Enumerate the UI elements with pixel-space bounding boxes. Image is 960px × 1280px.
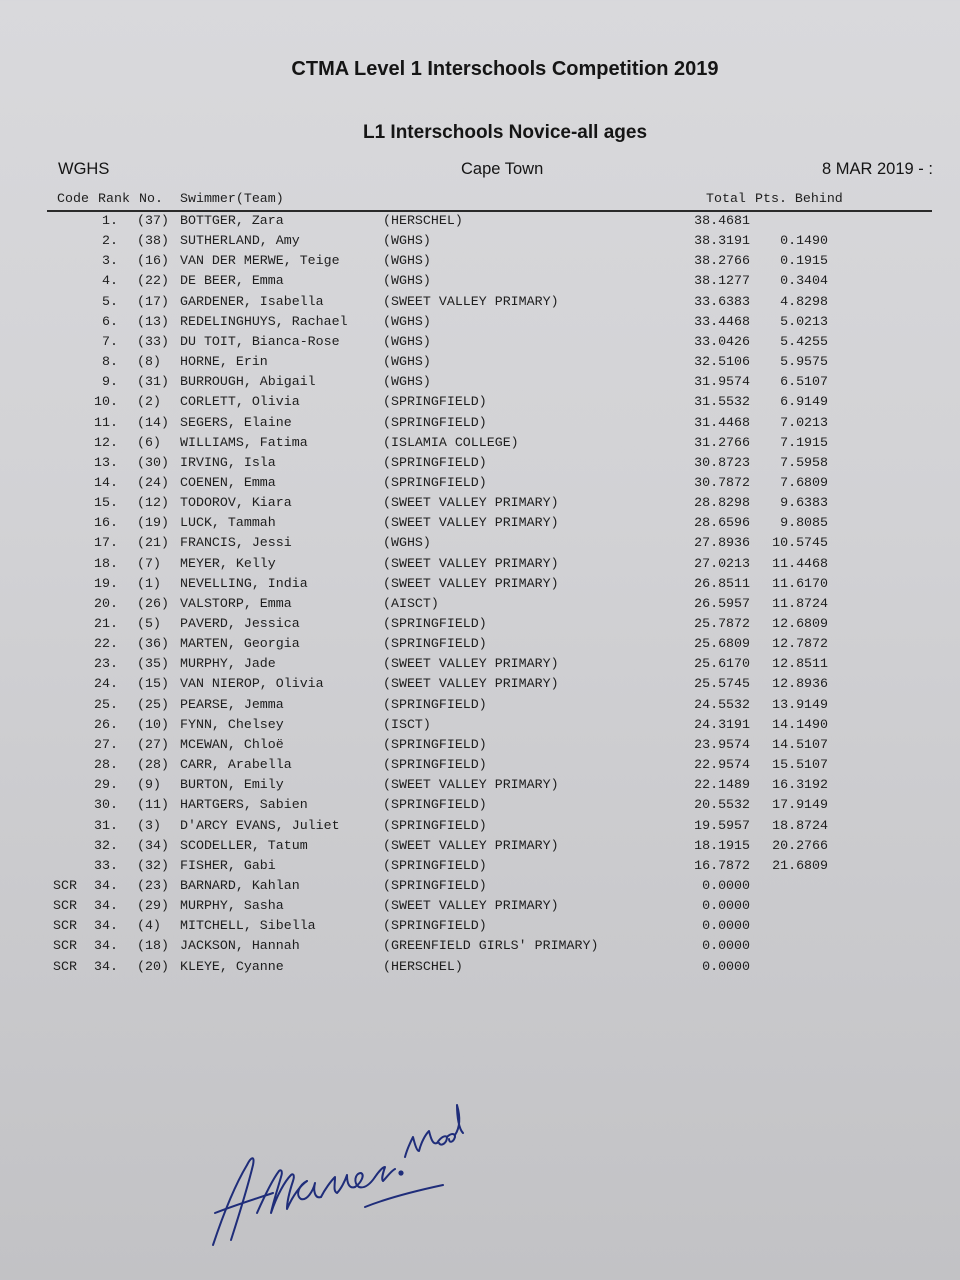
row-swimmer-name: IRVING, Isla (180, 454, 276, 470)
row-total: 24.5532 (694, 696, 750, 712)
row-total: 33.6383 (694, 293, 750, 309)
row-number: (16) (137, 253, 169, 269)
row-rank: 7. (102, 333, 118, 349)
row-swimmer-name: CORLETT, Olivia (180, 394, 300, 410)
row-swimmer-name: WILLIAMS, Fatima (180, 434, 308, 450)
table-row (0, 334, 960, 354)
table-row (0, 294, 960, 314)
row-total: 33.4468 (694, 313, 750, 329)
row-team: (SPRINGFIELD) (383, 797, 487, 813)
table-row (0, 656, 960, 676)
row-rank: 4. (102, 273, 118, 289)
row-team: (GREENFIELD GIRLS' PRIMARY) (383, 938, 599, 954)
row-total: 30.8723 (694, 454, 750, 470)
row-swimmer-name: MCEWAN, Chloë (180, 736, 284, 752)
row-rank: 29. (94, 777, 118, 793)
row-swimmer-name: MURPHY, Sasha (180, 898, 284, 914)
row-swimmer-name: PEARSE, Jemma (180, 696, 284, 712)
row-rank: 9. (102, 374, 118, 390)
row-total: 38.1277 (694, 273, 750, 289)
row-pts-behind: 12.6809 (772, 616, 828, 631)
row-team: (SPRINGFIELD) (383, 817, 487, 833)
row-number: (12) (137, 495, 169, 511)
row-number: (9) (137, 777, 161, 793)
row-rank: 5. (102, 293, 118, 309)
row-rank: 10. (94, 394, 118, 410)
row-pts-behind: 0.3404 (780, 273, 828, 289)
row-rank: 34. (94, 898, 118, 914)
row-swimmer-name: HARTGERS, Sabien (180, 797, 308, 813)
row-code: SCR (53, 877, 77, 893)
row-pts-behind: 5.0213 (780, 313, 828, 329)
row-team: (ISLAMIA COLLEGE) (383, 434, 519, 450)
row-rank: 25. (94, 696, 118, 712)
row-number: (3) (137, 817, 161, 833)
header-team: WGHS (58, 160, 110, 178)
row-team: (WGHS) (383, 313, 431, 329)
row-total: 25.6170 (694, 656, 750, 672)
row-number: (5) (137, 616, 161, 631)
table-row (0, 495, 960, 515)
row-team: (WGHS) (383, 374, 431, 390)
table-row (0, 233, 960, 253)
row-total: 38.3191 (694, 233, 750, 249)
table-row (0, 415, 960, 435)
row-total: 31.5532 (694, 394, 750, 410)
signature (195, 1095, 465, 1260)
row-rank: 16. (94, 515, 118, 531)
row-total: 31.4468 (694, 414, 750, 430)
row-team: (WGHS) (383, 354, 431, 370)
row-team: (SWEET VALLEY PRIMARY) (383, 837, 559, 853)
row-swimmer-name: PAVERD, Jessica (180, 616, 300, 631)
table-row (0, 777, 960, 797)
row-swimmer-name: MEYER, Kelly (180, 555, 276, 571)
row-pts-behind: 0.1490 (780, 233, 828, 249)
row-total: 23.9574 (694, 736, 750, 752)
row-team: (SPRINGFIELD) (383, 414, 487, 430)
row-pts-behind: 9.6383 (780, 495, 828, 511)
row-pts-behind: 4.8298 (780, 293, 828, 309)
table-row (0, 213, 960, 233)
row-number: (35) (137, 656, 169, 672)
row-rank: 24. (94, 676, 118, 692)
row-team: (WGHS) (383, 273, 431, 289)
row-pts-behind: 12.8511 (772, 656, 828, 672)
row-number: (19) (137, 515, 169, 531)
row-number: (11) (137, 797, 169, 813)
row-number: (18) (137, 938, 169, 954)
header-divider (47, 210, 932, 212)
row-total: 0.0000 (702, 877, 750, 893)
row-total: 38.4681 (694, 213, 750, 228)
row-code: SCR (53, 918, 77, 934)
row-swimmer-name: GARDENER, Isabella (180, 293, 324, 309)
row-team: (SPRINGFIELD) (383, 696, 487, 712)
row-rank: 34. (94, 918, 118, 934)
row-pts-behind: 11.4468 (772, 555, 828, 571)
column-header-rank: Rank (98, 191, 130, 206)
row-total: 31.2766 (694, 434, 750, 450)
row-swimmer-name: DE BEER, Emma (180, 273, 284, 289)
row-team: (SWEET VALLEY PRIMARY) (383, 495, 559, 511)
row-number: (6) (137, 434, 161, 450)
row-total: 28.6596 (694, 515, 750, 531)
row-number: (10) (137, 716, 169, 732)
column-header-pts-behind: Pts. Behind (755, 191, 843, 206)
row-team: (WGHS) (383, 333, 431, 349)
row-rank: 22. (94, 636, 118, 652)
row-rank: 14. (94, 474, 118, 490)
row-pts-behind: 13.9149 (772, 696, 828, 712)
row-pts-behind: 14.5107 (772, 736, 828, 752)
row-swimmer-name: BURTON, Emily (180, 777, 284, 793)
row-total: 20.5532 (694, 797, 750, 813)
row-number: (23) (137, 877, 169, 893)
table-row (0, 455, 960, 475)
table-row (0, 515, 960, 535)
row-team: (SWEET VALLEY PRIMARY) (383, 676, 559, 692)
row-total: 0.0000 (702, 958, 750, 974)
row-code: SCR (53, 958, 77, 974)
row-swimmer-name: KLEYE, Cyanne (180, 958, 284, 974)
row-code: SCR (53, 898, 77, 914)
row-swimmer-name: FISHER, Gabi (180, 857, 276, 873)
table-row (0, 576, 960, 596)
row-pts-behind: 20.2766 (772, 837, 828, 853)
row-rank: 28. (94, 757, 118, 773)
row-pts-behind: 7.5958 (780, 454, 828, 470)
row-swimmer-name: MARTEN, Georgia (180, 636, 300, 652)
row-pts-behind: 9.8085 (780, 515, 828, 531)
row-swimmer-name: VAN NIEROP, Olivia (180, 676, 324, 692)
row-rank: 3. (102, 253, 118, 269)
row-swimmer-name: D'ARCY EVANS, Juliet (180, 817, 340, 833)
row-swimmer-name: MITCHELL, Sibella (180, 918, 316, 934)
row-total: 25.5745 (694, 676, 750, 692)
row-rank: 31. (94, 817, 118, 833)
row-team: (ISCT) (383, 716, 431, 732)
row-rank: 11. (94, 414, 118, 430)
table-row (0, 878, 960, 898)
row-number: (31) (137, 374, 169, 390)
row-total: 33.0426 (694, 333, 750, 349)
row-team: (HERSCHEL) (383, 958, 463, 974)
row-rank: 13. (94, 454, 118, 470)
row-pts-behind: 15.5107 (772, 757, 828, 773)
row-swimmer-name: FYNN, Chelsey (180, 716, 284, 732)
row-number: (14) (137, 414, 169, 430)
row-team: (WGHS) (383, 253, 431, 269)
row-number: (22) (137, 273, 169, 289)
row-pts-behind: 6.5107 (780, 374, 828, 390)
row-total: 26.5957 (694, 595, 750, 611)
table-row (0, 697, 960, 717)
row-pts-behind: 5.4255 (780, 333, 828, 349)
row-pts-behind: 11.6170 (772, 575, 828, 591)
row-total: 27.8936 (694, 535, 750, 551)
row-number: (20) (137, 958, 169, 974)
row-pts-behind: 16.3192 (772, 777, 828, 793)
row-swimmer-name: TODOROV, Kiara (180, 495, 292, 511)
row-rank: 21. (94, 616, 118, 631)
row-pts-behind: 12.7872 (772, 636, 828, 652)
row-team: (SPRINGFIELD) (383, 474, 487, 490)
row-number: (1) (137, 575, 161, 591)
table-row (0, 898, 960, 918)
row-total: 19.5957 (694, 817, 750, 833)
row-total: 27.0213 (694, 555, 750, 571)
row-swimmer-name: JACKSON, Hannah (180, 938, 300, 954)
row-rank: 2. (102, 233, 118, 249)
column-header-no: No. (139, 191, 163, 206)
table-row (0, 314, 960, 334)
table-row (0, 838, 960, 858)
row-swimmer-name: NEVELLING, India (180, 575, 308, 591)
row-team: (SPRINGFIELD) (383, 616, 487, 631)
row-number: (4) (137, 918, 161, 934)
row-total: 22.1489 (694, 777, 750, 793)
row-team: (SPRINGFIELD) (383, 877, 487, 893)
row-team: (WGHS) (383, 535, 431, 551)
row-pts-behind: 7.0213 (780, 414, 828, 430)
row-number: (25) (137, 696, 169, 712)
row-pts-behind: 11.8724 (772, 595, 828, 611)
row-pts-behind: 10.5745 (772, 535, 828, 551)
row-number: (36) (137, 636, 169, 652)
row-number: (30) (137, 454, 169, 470)
table-row (0, 676, 960, 696)
row-rank: 34. (94, 958, 118, 974)
row-rank: 1. (102, 213, 118, 228)
table-row (0, 757, 960, 777)
row-pts-behind: 7.1915 (780, 434, 828, 450)
row-swimmer-name: BOTTGER, Zara (180, 213, 284, 228)
row-rank: 19. (94, 575, 118, 591)
row-rank: 18. (94, 555, 118, 571)
table-row (0, 475, 960, 495)
row-pts-behind: 17.9149 (772, 797, 828, 813)
row-pts-behind: 14.1490 (772, 716, 828, 732)
table-row (0, 818, 960, 838)
row-rank: 30. (94, 797, 118, 813)
row-total: 26.8511 (694, 575, 750, 591)
row-rank: 34. (94, 877, 118, 893)
row-rank: 26. (94, 716, 118, 732)
row-total: 0.0000 (702, 918, 750, 934)
table-row (0, 616, 960, 636)
row-rank: 6. (102, 313, 118, 329)
row-number: (37) (137, 213, 169, 228)
row-number: (28) (137, 757, 169, 773)
competition-title: CTMA Level 1 Interschools Competition 2019 (291, 58, 719, 80)
row-total: 25.6809 (694, 636, 750, 652)
row-number: (7) (137, 555, 161, 571)
row-swimmer-name: MURPHY, Jade (180, 656, 276, 672)
row-number: (32) (137, 857, 169, 873)
row-rank: 15. (94, 495, 118, 511)
row-rank: 33. (94, 857, 118, 873)
row-rank: 20. (94, 595, 118, 611)
row-team: (SWEET VALLEY PRIMARY) (383, 575, 559, 591)
row-pts-behind: 7.6809 (780, 474, 828, 490)
row-number: (24) (137, 474, 169, 490)
row-team: (SPRINGFIELD) (383, 736, 487, 752)
row-swimmer-name: DU TOIT, Bianca-Rose (180, 333, 340, 349)
table-row (0, 374, 960, 394)
row-pts-behind: 18.8724 (772, 817, 828, 833)
row-swimmer-name: LUCK, Tammah (180, 515, 276, 531)
table-row (0, 636, 960, 656)
table-row (0, 354, 960, 374)
row-number: (13) (137, 313, 169, 329)
row-number: (2) (137, 394, 161, 410)
row-swimmer-name: COENEN, Emma (180, 474, 276, 490)
row-swimmer-name: SEGERS, Elaine (180, 414, 292, 430)
table-row (0, 273, 960, 293)
row-swimmer-name: SCODELLER, Tatum (180, 837, 308, 853)
table-row (0, 394, 960, 414)
row-number: (33) (137, 333, 169, 349)
row-number: (8) (137, 354, 161, 370)
table-row (0, 535, 960, 555)
row-total: 28.8298 (694, 495, 750, 511)
table-row (0, 938, 960, 958)
event-title: L1 Interschools Novice-all ages (362, 122, 648, 143)
row-total: 30.7872 (694, 474, 750, 490)
header-city: Cape Town (461, 160, 544, 178)
row-total: 24.3191 (694, 716, 750, 732)
row-team: (SPRINGFIELD) (383, 636, 487, 652)
row-team: (SPRINGFIELD) (383, 454, 487, 470)
row-team: (SPRINGFIELD) (383, 918, 487, 934)
row-pts-behind: 6.9149 (780, 394, 828, 410)
row-rank: 12. (94, 434, 118, 450)
row-rank: 32. (94, 837, 118, 853)
column-header-code: Code (57, 191, 89, 206)
row-swimmer-name: VALSTORP, Emma (180, 595, 292, 611)
table-row (0, 737, 960, 757)
row-number: (34) (137, 837, 169, 853)
table-row (0, 435, 960, 455)
row-rank: 17. (94, 535, 118, 551)
row-number: (38) (137, 233, 169, 249)
row-team: (SWEET VALLEY PRIMARY) (383, 777, 559, 793)
row-team: (SWEET VALLEY PRIMARY) (383, 555, 559, 571)
row-total: 0.0000 (702, 898, 750, 914)
row-swimmer-name: CARR, Arabella (180, 757, 292, 773)
row-total: 32.5106 (694, 354, 750, 370)
row-swimmer-name: SUTHERLAND, Amy (180, 233, 300, 249)
row-total: 22.9574 (694, 757, 750, 773)
row-swimmer-name: HORNE, Erin (180, 354, 268, 370)
table-row (0, 596, 960, 616)
row-number: (17) (137, 293, 169, 309)
table-row (0, 858, 960, 878)
row-team: (SWEET VALLEY PRIMARY) (383, 898, 559, 914)
table-row (0, 918, 960, 938)
row-team: (HERSCHEL) (383, 213, 463, 228)
row-swimmer-name: BARNARD, Kahlan (180, 877, 300, 893)
row-pts-behind: 21.6809 (772, 857, 828, 873)
row-number: (27) (137, 736, 169, 752)
column-header-total: Total (706, 191, 746, 206)
row-team: (SPRINGFIELD) (383, 757, 487, 773)
row-total: 38.2766 (694, 253, 750, 269)
row-team: (SPRINGFIELD) (383, 394, 487, 410)
row-rank: 27. (94, 736, 118, 752)
row-rank: 8. (102, 354, 118, 370)
row-pts-behind: 0.1915 (780, 253, 828, 269)
row-number: (15) (137, 676, 169, 692)
row-total: 25.7872 (694, 616, 750, 631)
row-team: (WGHS) (383, 233, 431, 249)
header-date: 8 MAR 2019 - : (822, 160, 933, 178)
row-swimmer-name: BURROUGH, Abigail (180, 374, 316, 390)
row-total: 18.1915 (694, 837, 750, 853)
row-pts-behind: 12.8936 (772, 676, 828, 692)
row-rank: 23. (94, 656, 118, 672)
row-team: (SWEET VALLEY PRIMARY) (383, 515, 559, 531)
row-rank: 34. (94, 938, 118, 954)
row-swimmer-name: FRANCIS, Jessi (180, 535, 292, 551)
row-swimmer-name: REDELINGHUYS, Rachael (180, 313, 348, 329)
row-pts-behind: 5.9575 (780, 354, 828, 370)
row-number: (21) (137, 535, 169, 551)
table-row (0, 556, 960, 576)
row-total: 31.9574 (694, 374, 750, 390)
table-row (0, 797, 960, 817)
row-code: SCR (53, 938, 77, 954)
column-header-swimmer: Swimmer(Team) (180, 191, 284, 206)
table-row (0, 959, 960, 979)
row-total: 16.7872 (694, 857, 750, 873)
row-team: (SWEET VALLEY PRIMARY) (383, 656, 559, 672)
table-row (0, 717, 960, 737)
row-total: 0.0000 (702, 938, 750, 954)
row-team: (SPRINGFIELD) (383, 857, 487, 873)
row-number: (29) (137, 898, 169, 914)
row-team: (AISCT) (383, 595, 439, 611)
table-row (0, 253, 960, 273)
row-number: (26) (137, 595, 169, 611)
row-swimmer-name: VAN DER MERWE, Teige (180, 253, 340, 269)
row-team: (SWEET VALLEY PRIMARY) (383, 293, 559, 309)
